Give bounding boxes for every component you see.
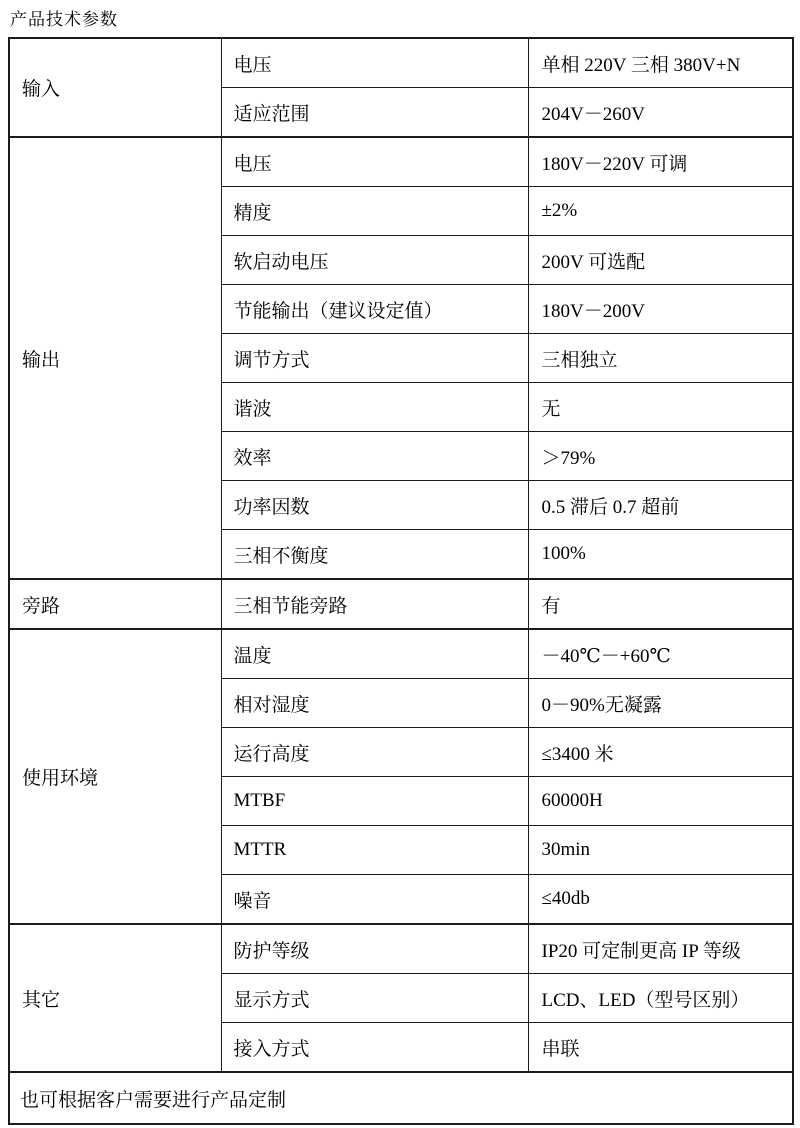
footer-cell: 也可根据客户需要进行产品定制 xyxy=(9,1072,793,1124)
value-cell: 204V－260V xyxy=(528,88,793,138)
value-cell: 100% xyxy=(528,530,793,580)
value-cell: 三相独立 xyxy=(528,334,793,383)
value-cell: 串联 xyxy=(528,1023,793,1073)
param-cell: 软启动电压 xyxy=(221,236,528,285)
value-cell: ±2% xyxy=(528,187,793,236)
value-cell: 200V 可选配 xyxy=(528,236,793,285)
group-cell: 输出 xyxy=(9,137,221,579)
param-cell: 温度 xyxy=(221,629,528,679)
param-cell: 谐波 xyxy=(221,383,528,432)
page-title: 产品技术参数 xyxy=(10,10,118,29)
group-cell: 输入 xyxy=(9,38,221,137)
table-row xyxy=(9,629,793,679)
value-cell: 60000H xyxy=(528,777,793,826)
value-cell: 180V－220V 可调 xyxy=(528,137,793,187)
param-cell: 显示方式 xyxy=(221,974,528,1023)
value-cell: 0.5 滞后 0.7 超前 xyxy=(528,481,793,530)
group-cell: 使用环境 xyxy=(9,629,221,924)
spec-table xyxy=(8,37,794,1125)
param-cell: 运行高度 xyxy=(221,728,528,777)
value-cell: 0－90%无凝露 xyxy=(528,679,793,728)
value-cell: 30min xyxy=(528,826,793,875)
param-cell: 适应范围 xyxy=(221,88,528,138)
param-cell: MTBF xyxy=(221,777,528,826)
value-cell: ≤40db xyxy=(528,875,793,925)
value-cell: －40℃－+60℃ xyxy=(528,629,793,679)
param-cell: 三相节能旁路 xyxy=(221,579,528,629)
param-cell: 电压 xyxy=(221,137,528,187)
param-cell: MTTR xyxy=(221,826,528,875)
param-cell: 防护等级 xyxy=(221,924,528,974)
table-row xyxy=(9,579,793,629)
group-cell: 旁路 xyxy=(9,579,221,629)
value-cell: ≤3400 米 xyxy=(528,728,793,777)
param-cell: 三相不衡度 xyxy=(221,530,528,580)
value-cell: ＞79% xyxy=(528,432,793,481)
table-row xyxy=(9,137,793,187)
value-cell: 无 xyxy=(528,383,793,432)
param-cell: 效率 xyxy=(221,432,528,481)
param-cell: 功率因数 xyxy=(221,481,528,530)
value-cell: 有 xyxy=(528,579,793,629)
param-cell: 噪音 xyxy=(221,875,528,925)
param-cell: 精度 xyxy=(221,187,528,236)
param-cell: 调节方式 xyxy=(221,334,528,383)
value-cell: 单相 220V 三相 380V+N xyxy=(528,38,793,88)
spec-table-body xyxy=(9,38,793,1124)
value-cell: LCD、LED（型号区别） xyxy=(528,974,793,1023)
param-cell: 电压 xyxy=(221,38,528,88)
table-row xyxy=(9,38,793,88)
value-cell: IP20 可定制更高 IP 等级 xyxy=(528,924,793,974)
value-cell: 180V－200V xyxy=(528,285,793,334)
param-cell: 接入方式 xyxy=(221,1023,528,1073)
table-row xyxy=(9,924,793,974)
group-cell: 其它 xyxy=(9,924,221,1072)
param-cell: 节能输出（建议设定值） xyxy=(221,285,528,334)
footer-row xyxy=(9,1072,793,1124)
param-cell: 相对湿度 xyxy=(221,679,528,728)
